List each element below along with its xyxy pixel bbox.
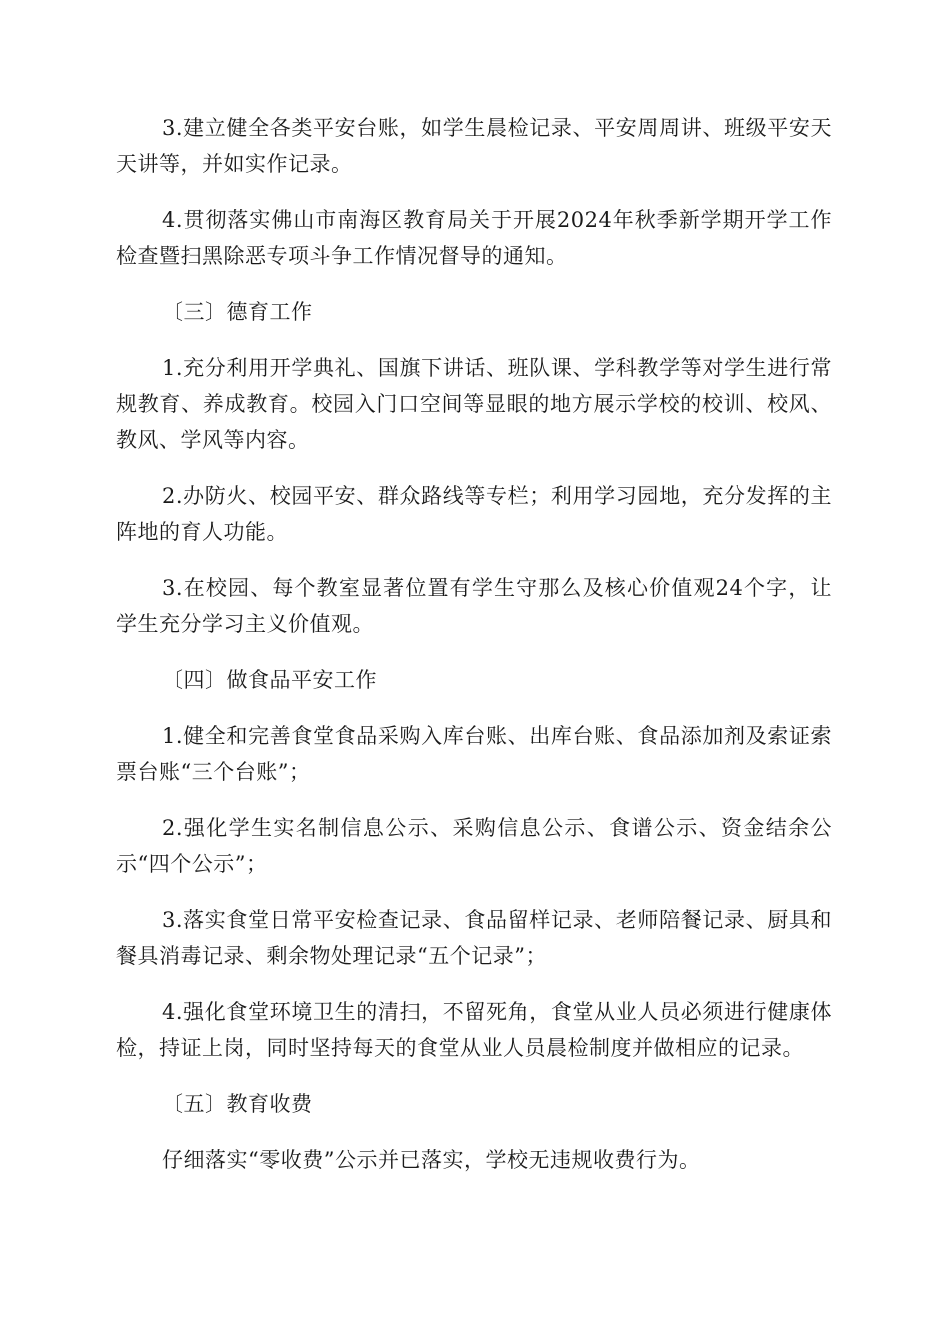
paragraph-inspection-notice: 4.贯彻落实佛山市南海区教育局关于开展2024年秋季新学期开学工作检查暨扫黑除恶专项斗争工作情况督导的通知。 [116,208,832,268]
paragraph-core-values: 3.在校园、每个教室显著位置有学生守那么及核心价值观24个字，让学生充分学习主义价值观。 [116,576,832,636]
document-page [116,110,832,1178]
paragraph-four-publicity: 2.强化学生实名制信息公示、采购信息公示、食谱公示、资金结余公示“四个公示”； [116,816,832,876]
paragraph-canteen-hygiene: 4.强化食堂环境卫生的清扫，不留死角，食堂从业人员必须进行健康体检，持证上岗，同时坚持每天的食堂从业人员晨检制度并做相应的记录。 [116,1000,832,1060]
section-heading-education-fees: 〔五〕教育收费 [162,1092,313,1116]
paragraph-three-ledgers: 1.健全和完善食堂食品采购入库台账、出库台账、食品添加剂及索证索票台账“三个台账”； [116,724,832,784]
section-heading-moral-education: 〔三〕德育工作 [162,300,313,324]
section-heading-food-safety: 〔四〕做食品平安工作 [162,668,377,692]
paragraph-routine-education: 1.充分利用开学典礼、国旗下讲话、班队课、学科教学等对学生进行常规教育、养成教育。校园入门口空间等显眼的地方展示学校的校训、校风、教风、学风等内容。 [116,356,832,452]
paragraph-special-columns: 2.办防火、校园平安、群众路线等专栏；利用学习园地，充分发挥的主阵地的育人功能。 [116,484,832,544]
paragraph-zero-fees: 仔细落实“零收费”公示并已落实，学校无违规收费行为。 [162,1148,701,1172]
paragraph-safety-ledgers: 3.建立健全各类平安台账，如学生晨检记录、平安周周讲、班级平安天天讲等，并如实作记录。 [116,116,832,176]
paragraph-five-records: 3.落实食堂日常平安检查记录、食品留样记录、老师陪餐记录、厨具和餐具消毒记录、剩余物处理记录“五个记录”； [116,908,832,968]
